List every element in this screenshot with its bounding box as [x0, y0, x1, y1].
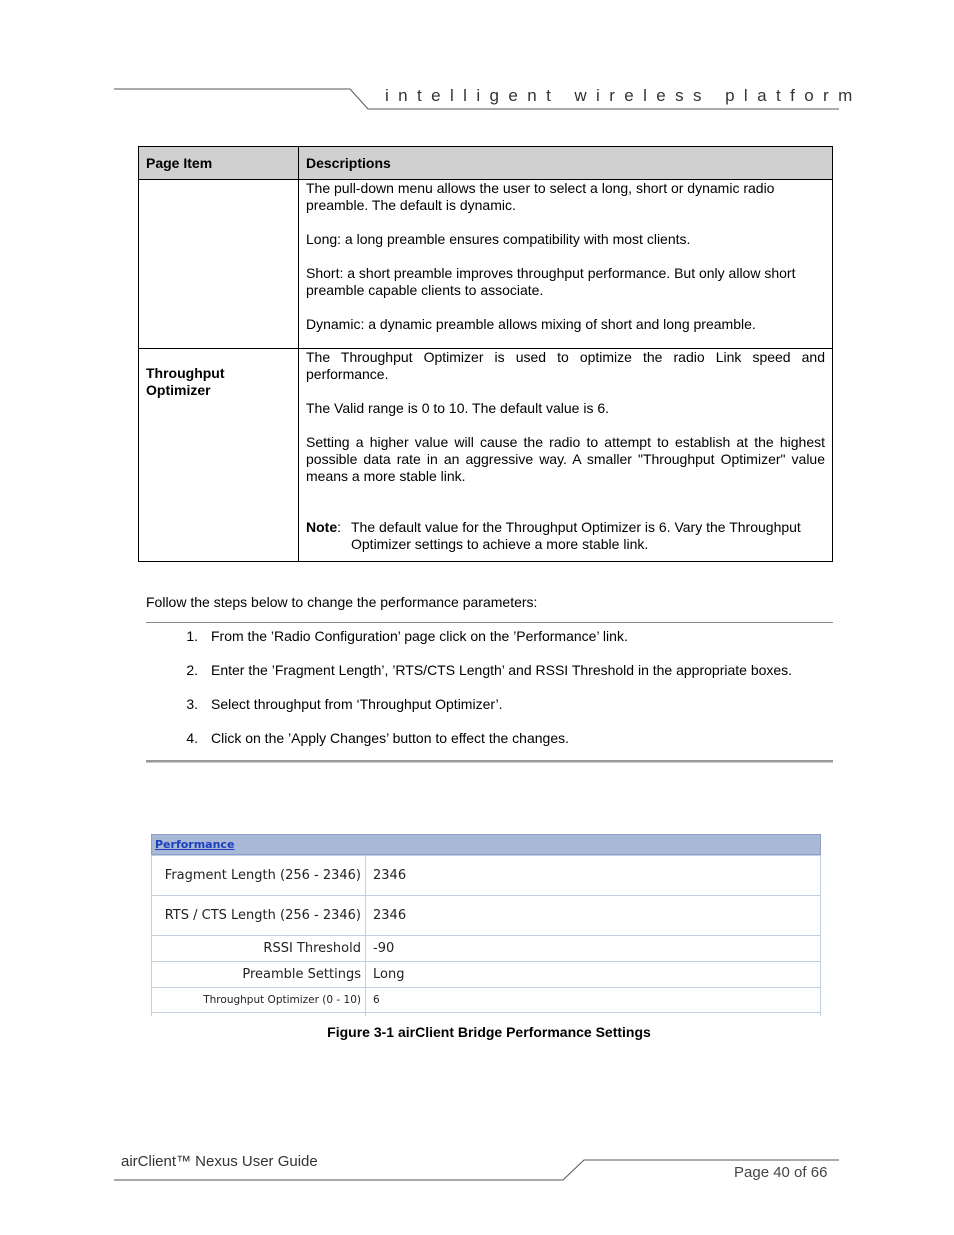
note-colon: : [337, 519, 342, 535]
preamble-settings-value[interactable]: Long [366, 962, 821, 988]
step-number: 2. [186, 662, 198, 678]
note-label: Note [306, 519, 338, 535]
list-item [146, 730, 833, 764]
fragment-length-label: Fragment Length (256 - 2346) [152, 856, 366, 896]
throughput-optimizer-value[interactable]: 6 [366, 988, 821, 1013]
step-text: Select throughput from ‘Throughput Optimizer’. [211, 696, 503, 712]
table-row [152, 936, 821, 962]
note-text: The default value for the Throughput Optimizer is 6. Vary the Throughput Optimizer settings to achieve a more stable link. [351, 519, 801, 552]
step-number: 4. [186, 730, 198, 746]
rts-cts-length-label: RTS / CTS Length (256 - 2346) [152, 896, 366, 936]
preamble-p1: The pull-down menu allows the user to select a long, short or dynamic radio preamble. The default is dynamic. [306, 180, 775, 213]
header-tagline: intelligent wireless platform [385, 86, 862, 105]
table-row-throughput [139, 349, 833, 562]
throughput-p3: Setting a higher value will cause the radio to attempt to establish at the highest possible data rate in an aggressive way. A smaller "Throughput Optimizer" value means a more stable link. [306, 434, 825, 484]
throughput-p1: The Throughput Optimizer is used to optimize the radio Link speed and performance. [306, 349, 825, 382]
throughput-optimizer-label: Throughput Optimizer (0 - 10) [152, 988, 366, 1013]
footer-guide-title: airClient™ Nexus User Guide [121, 1153, 318, 1170]
rssi-threshold-label: RSSI Threshold [152, 936, 366, 962]
table-row-preamble [139, 180, 833, 349]
throughput-desc [299, 349, 833, 562]
preamble-settings-label: Preamble Settings [152, 962, 366, 988]
performance-settings-figure [151, 834, 821, 1016]
throughput-item: Throughput Optimizer [139, 349, 299, 562]
table-row [152, 856, 821, 896]
step-text: Enter the ’Fragment Length’, ’RTS/CTS Length’ and RSSI Threshold in the appropriate boxes. [211, 662, 793, 678]
table-row [152, 1013, 821, 1017]
step-number: 1. [186, 628, 198, 644]
steps-bottom-rule [146, 760, 833, 763]
col-page-item: Page Item [139, 147, 299, 180]
preamble-p2: Long: a long preamble ensures compatibility with most clients. [306, 231, 691, 247]
col-descriptions: Descriptions [299, 147, 833, 180]
table-row [152, 896, 821, 936]
list-item [146, 628, 833, 662]
table-header-row [139, 147, 833, 180]
step-text: From the ’Radio Configuration’ page click on the ’Performance’ link. [211, 628, 628, 644]
figure-title-bar [151, 834, 821, 855]
list-item [146, 662, 833, 696]
fragment-length-value[interactable]: 2346 [366, 856, 821, 896]
step-text: Click on the ’Apply Changes’ button to effect the changes. [211, 730, 570, 746]
footer-page-number: Page 40 of 66 [734, 1164, 828, 1181]
step-number: 3. [186, 696, 198, 712]
table-row [152, 988, 821, 1013]
figure-caption: Figure 3-1 airClient Bridge Performance Settings [327, 1024, 651, 1040]
rssi-threshold-value[interactable]: -90 [366, 936, 821, 962]
preamble-p4: Dynamic: a dynamic preamble allows mixing of short and long preamble. [306, 316, 756, 332]
list-item [146, 696, 833, 730]
throughput-p2: The Valid range is 0 to 10. The default value is 6. [306, 400, 610, 416]
preamble-desc [299, 180, 833, 349]
steps-top-rule [146, 622, 833, 623]
performance-settings-table [151, 855, 821, 1016]
throughput-note [306, 519, 825, 553]
steps-list [146, 628, 833, 764]
performance-link[interactable]: Performance [155, 838, 235, 851]
table-row [152, 962, 821, 988]
rts-cts-length-value[interactable]: 2346 [366, 896, 821, 936]
description-table [138, 146, 833, 562]
preamble-item [139, 180, 299, 349]
steps-intro: Follow the steps below to change the performance parameters: [146, 594, 538, 610]
preamble-p3: Short: a short preamble improves throughput performance. But only allow short preamble capable clients to associate. [306, 265, 796, 298]
